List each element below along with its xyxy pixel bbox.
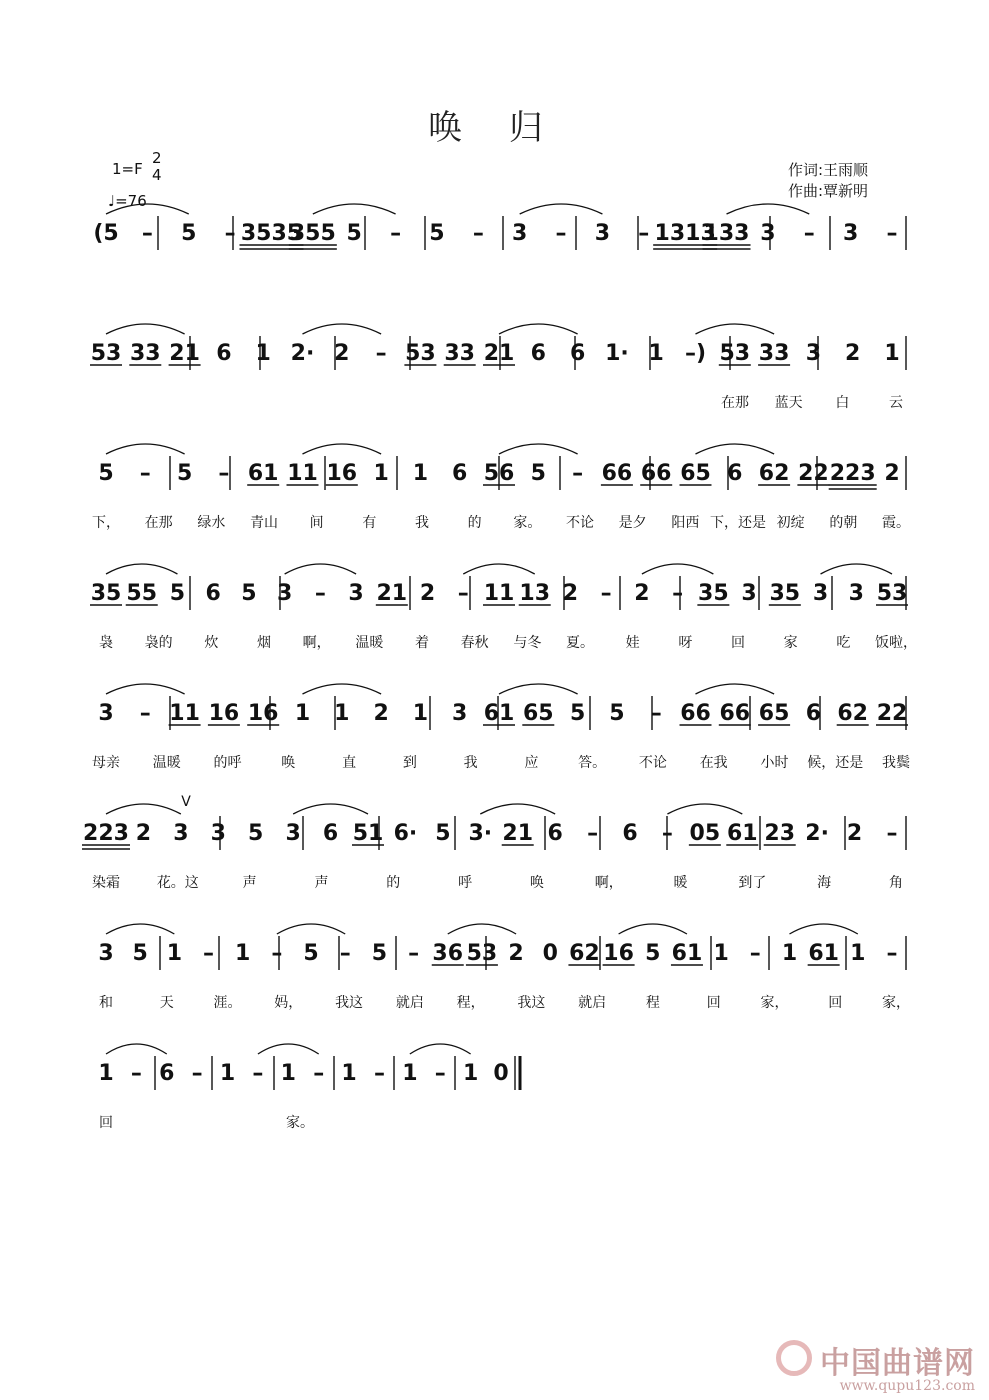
note: 2 (334, 341, 350, 366)
note: 11 (483, 581, 515, 606)
lyric: 下， (92, 515, 120, 531)
note: 133 (703, 221, 750, 246)
note: 21 (483, 341, 515, 366)
note: (5 (93, 221, 119, 246)
note: 35 (698, 581, 729, 606)
breath-mark: V (181, 794, 191, 810)
slur-line (303, 324, 382, 334)
note: 1 (412, 701, 429, 726)
slur-line (303, 684, 382, 694)
lyric: 回 (731, 635, 745, 651)
note: 53 (90, 341, 122, 366)
note: 1 (402, 1061, 418, 1086)
note: 61 (726, 821, 758, 846)
note: 33 (129, 341, 161, 366)
note: 22 (876, 701, 908, 726)
note: 5 (609, 701, 625, 726)
lyric: 吃 (836, 635, 851, 651)
lyric: 的呼 (213, 755, 242, 771)
note: 53 (405, 341, 436, 366)
meter-top: 2 (152, 149, 162, 167)
note: 65 (522, 701, 554, 726)
lyric: 的 (467, 515, 482, 531)
note: 5 (248, 821, 264, 846)
lyric: 炊 (204, 635, 219, 651)
note: 1 (166, 941, 183, 966)
lyric: 和 (99, 995, 113, 1011)
note: 6 (727, 461, 743, 486)
note: 1 (219, 1061, 236, 1086)
lyric: 候，还是 (807, 755, 864, 771)
note: 62 (758, 461, 790, 486)
slur-line (303, 444, 382, 454)
lyric: 应 (524, 755, 539, 771)
note: 61 (808, 941, 839, 966)
note: 1 (462, 1061, 479, 1086)
note: 53 (466, 941, 498, 966)
note: 1 (781, 941, 798, 966)
lyric: 母亲 (92, 755, 120, 771)
note: – (661, 821, 673, 846)
lyric: 初绽 (776, 515, 805, 531)
note: 21 (169, 341, 200, 366)
lyric: 霞。 (882, 515, 910, 531)
slur-line (821, 564, 892, 574)
note: 2 (634, 581, 650, 606)
lyric: 家。 (286, 1115, 314, 1131)
lyric: 就启 (395, 995, 424, 1011)
note: 16 (326, 461, 358, 486)
note: 5 (530, 461, 546, 486)
note: 1 (341, 1061, 357, 1086)
song-title: 唤 归 (428, 108, 561, 148)
note: 3 (512, 221, 528, 246)
note: 3 (210, 821, 226, 846)
note: 6 (452, 461, 468, 486)
slur-line (106, 204, 189, 214)
note: 3535 (240, 221, 303, 246)
note: 3 (848, 581, 864, 606)
note: 5 (98, 461, 114, 486)
lyric: 涯。 (213, 995, 242, 1011)
note: 3 (173, 821, 189, 846)
lyric: 与冬 (513, 635, 542, 651)
note: – (457, 581, 469, 606)
note: 2 (508, 941, 524, 966)
note: – (218, 461, 230, 486)
note: 2 (419, 581, 436, 606)
note: – (313, 1061, 325, 1086)
note: 5 (435, 821, 451, 846)
lyric: 娃 (625, 635, 640, 651)
lyric: 回 (706, 995, 721, 1011)
lyric: 家， (882, 995, 910, 1011)
note: 53 (719, 341, 751, 366)
note: 3 (812, 581, 829, 606)
note: – (886, 821, 898, 846)
note: 6 (530, 341, 546, 366)
note: 3 (276, 581, 293, 606)
lyric: 唤 (529, 875, 544, 891)
note: – (434, 1061, 446, 1086)
note: 3 (760, 221, 776, 246)
note: 2 (845, 341, 861, 366)
note: – (141, 221, 153, 246)
note: – (638, 221, 650, 246)
slur-line (106, 444, 185, 454)
lyric: 就启 (578, 995, 607, 1011)
note: 1 (648, 341, 664, 366)
lyric: 在我 (699, 755, 728, 771)
lyric: 角 (889, 875, 903, 891)
lyric: 春秋 (460, 635, 489, 651)
note: 2· (290, 341, 315, 366)
note: 1· (605, 341, 629, 366)
lyric: 有 (362, 515, 377, 531)
note: 33 (758, 341, 790, 366)
tempo-value: =76 (115, 192, 147, 210)
note: 3 (594, 221, 611, 246)
watermark-url: www.qupu123.com (839, 1378, 975, 1394)
note: 1 (255, 341, 271, 366)
note: 1313 (654, 221, 716, 246)
note: 1 (334, 701, 350, 726)
note: 1 (850, 941, 866, 966)
note: 62 (569, 941, 600, 966)
watermark-site: 中国曲谱网 (820, 1346, 975, 1381)
meter-bottom: 4 (152, 166, 162, 184)
lyric: 夏。 (566, 635, 594, 651)
note: 6 (547, 821, 563, 846)
lyric: 家， (760, 995, 789, 1011)
lyric: 回 (828, 995, 843, 1011)
slur-line (313, 204, 396, 214)
lyric: 袅 (99, 635, 113, 651)
note: 05 (689, 821, 721, 846)
slur-line (106, 1044, 167, 1054)
note: 2 (373, 701, 389, 726)
note: 66 (640, 461, 672, 486)
note: 55 (126, 581, 158, 606)
note: 2 (884, 461, 900, 486)
lyric: 啊， (302, 635, 331, 651)
note: 3 (842, 221, 859, 246)
note: – (130, 1061, 142, 1086)
lyric: 青山 (250, 515, 278, 531)
note: 1 (412, 461, 429, 486)
note: 2 (562, 581, 579, 606)
note: 22 (798, 461, 829, 486)
slur-line (463, 564, 534, 574)
key-signature: 1=F (112, 160, 143, 178)
slur-line (448, 924, 516, 934)
note: 5 (429, 221, 445, 246)
note: 66 (680, 701, 711, 726)
note: 1 (713, 941, 729, 966)
lyric: 蓝天 (774, 395, 803, 411)
note: – (252, 1061, 264, 1086)
note: – (672, 581, 684, 606)
note: 11 (169, 701, 200, 726)
note: 0 (542, 941, 558, 966)
lyric: 烟 (257, 635, 271, 651)
lyric: 答。 (578, 755, 607, 771)
note: 6 (216, 341, 232, 366)
note: 223 (83, 821, 129, 846)
note: 65 (758, 701, 790, 726)
note: 2· (805, 821, 829, 846)
slur-line (499, 684, 578, 694)
note: – (886, 941, 898, 966)
note: 3 (98, 941, 114, 966)
lyric: 程 (645, 995, 660, 1011)
note: 1 (884, 341, 900, 366)
lyric: 饭啦， (875, 635, 917, 651)
lyric: 程， (456, 995, 485, 1011)
note: 6 (805, 701, 822, 726)
slur-line (696, 324, 775, 334)
lyric: 我 (463, 755, 478, 771)
note: 5 (346, 221, 362, 246)
note: 35 (90, 581, 122, 606)
slur-line (499, 324, 578, 334)
lyric: 的 (386, 875, 401, 891)
note: – (749, 941, 761, 966)
note: 16 (603, 941, 634, 966)
slur-line (619, 924, 687, 934)
site-logo-icon (776, 1340, 812, 1376)
note: – (390, 221, 402, 246)
watermark (820, 1338, 975, 1394)
slur-line (258, 1044, 319, 1054)
note: 5 (181, 221, 197, 246)
note: – (408, 941, 420, 966)
note: 66 (719, 701, 751, 726)
note: 21 (376, 581, 408, 606)
note: 5 (303, 941, 319, 966)
lyric: 暖 (673, 875, 688, 891)
note: 61 (671, 941, 703, 966)
note: – (224, 221, 236, 246)
note: 33 (444, 341, 476, 366)
slur-line (106, 684, 185, 694)
note: – (203, 941, 215, 966)
note: 3 (285, 821, 301, 846)
lyric: 绿水 (197, 515, 226, 531)
slur-line (520, 204, 603, 214)
slur-line (277, 924, 345, 934)
note: – (271, 941, 283, 966)
note: 5 (371, 941, 388, 966)
slur-line (499, 444, 578, 454)
lyric: 声 (314, 875, 329, 891)
note: – (472, 221, 484, 246)
note: 53 (876, 581, 908, 606)
slur-line (667, 804, 742, 814)
lyric: 直 (342, 755, 357, 771)
slur-line (696, 684, 775, 694)
lyric: 花。这 (156, 875, 199, 891)
note: 3 (98, 701, 114, 726)
lyric: 天 (159, 995, 174, 1011)
lyric: 家。 (513, 515, 542, 531)
note: – (339, 941, 351, 966)
note: 3· (468, 821, 493, 846)
note: – (600, 581, 612, 606)
slur-line (106, 804, 181, 814)
note: 1 (98, 1061, 114, 1086)
note: 1 (373, 461, 389, 486)
note: 5 (169, 581, 186, 606)
lyric: 阳西 (671, 515, 700, 531)
lyric: 云 (889, 395, 903, 411)
note: – (803, 221, 815, 246)
note: 65 (680, 461, 711, 486)
note: 61 (483, 701, 515, 726)
lyric: 是夕 (618, 515, 647, 531)
slur-line (480, 804, 555, 814)
note: 11 (287, 461, 318, 486)
note: 3 (741, 581, 757, 606)
lyric: 温暖 (355, 635, 384, 651)
lyric: 家 (783, 635, 798, 651)
note: 66 (601, 461, 633, 486)
note: 2 (135, 821, 152, 846)
lyric: 不论 (566, 515, 594, 531)
note: 6 (322, 821, 339, 846)
slur-line (410, 1044, 471, 1054)
note: – (139, 701, 151, 726)
note: 1 (294, 701, 311, 726)
note: – (314, 581, 326, 606)
note: – (375, 341, 387, 366)
lyric: 着 (415, 635, 429, 651)
lyric: 下，还是 (710, 515, 766, 531)
note: 5 (176, 461, 193, 486)
note: 5 (132, 941, 148, 966)
note: 5 (241, 581, 257, 606)
slur-line (727, 204, 810, 214)
note: 6 (569, 341, 586, 366)
lyric: 我 (415, 515, 429, 531)
lyric: 我这 (335, 995, 364, 1011)
note: 6 (622, 821, 638, 846)
note: 2 (846, 821, 863, 846)
lyric: 到了 (738, 875, 767, 891)
lyric: 白 (835, 395, 850, 411)
lyric: 声 (242, 875, 257, 891)
note: 223 (829, 461, 876, 486)
lyric: 小时 (760, 755, 789, 771)
slur-line (642, 564, 713, 574)
note: 16 (208, 701, 240, 726)
note: 5 (645, 941, 661, 966)
lyric: 在那 (144, 515, 173, 531)
lyricist: 作词:王雨顺 (788, 161, 869, 179)
quarter-note-icon: ♩ (108, 192, 116, 210)
note: 61 (247, 461, 279, 486)
slur-line (285, 564, 356, 574)
note: 6· (393, 821, 418, 846)
note: 35 (769, 581, 801, 606)
note: 62 (837, 701, 869, 726)
note: 13 (519, 581, 551, 606)
lyric: 到 (402, 755, 417, 771)
note: 3 (348, 581, 364, 606)
lyric: 海 (817, 875, 832, 891)
lyric: 妈， (274, 995, 303, 1011)
note: 6 (205, 581, 221, 606)
composer: 作曲:覃新明 (788, 182, 869, 200)
lyric: 我鬓 (882, 755, 910, 771)
note: 3 (452, 701, 468, 726)
lyric: 我这 (517, 995, 546, 1011)
note: – (139, 461, 151, 486)
slur-line (106, 924, 174, 934)
lyric: 呼 (458, 875, 473, 891)
lyric: 温暖 (152, 755, 181, 771)
note: – (587, 821, 599, 846)
note: 355 (289, 221, 336, 246)
slur-line (106, 564, 177, 574)
lyric: 呀 (678, 635, 693, 651)
note: –) (684, 341, 707, 366)
slur-line (106, 324, 185, 334)
note: – (191, 1061, 203, 1086)
note: 21 (502, 821, 534, 846)
lyric: 染霜 (92, 875, 120, 891)
slur-line (696, 444, 775, 454)
note: – (650, 701, 662, 726)
lyric: 啊， (594, 875, 623, 891)
lyric: 的朝 (829, 515, 858, 531)
lyric: 在那 (721, 395, 749, 411)
note: 1 (280, 1061, 296, 1086)
note: 56 (483, 461, 515, 486)
note: – (886, 221, 898, 246)
lyric: 回 (99, 1115, 113, 1131)
lyric: 不论 (638, 755, 667, 771)
lyric: 间 (309, 515, 324, 531)
slur-line (789, 924, 857, 934)
note: 3 (805, 341, 822, 366)
note: 5 (569, 701, 586, 726)
note: 1 (235, 941, 251, 966)
note: – (555, 221, 567, 246)
lyric: 袅的 (144, 635, 173, 651)
note: 36 (432, 941, 464, 966)
note: 0 (493, 1061, 509, 1086)
note: 51 (352, 821, 384, 846)
note: – (572, 461, 584, 486)
slur-line (293, 804, 368, 814)
note: 6 (159, 1061, 175, 1086)
note: 16 (247, 701, 279, 726)
note: – (373, 1061, 385, 1086)
lyric: 唤 (281, 755, 296, 771)
note: 23 (764, 821, 796, 846)
